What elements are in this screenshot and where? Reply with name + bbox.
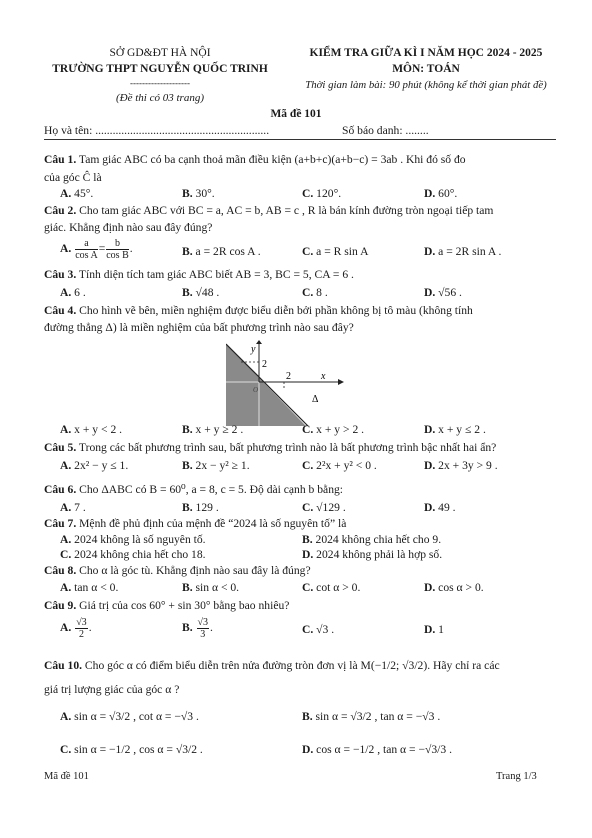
- question-2: Câu 2. Cho tam giác ABC với BC = a, AC = b, AB = c , R là bán kính đường tròn ngoại tiếp tam: [44, 204, 494, 217]
- page-count-note: (Đề thi có 03 trang): [116, 92, 204, 104]
- q4-option-a: A. x + y < 2 .: [60, 423, 123, 436]
- exam-code: Mã đề 101: [270, 108, 322, 120]
- q8-option-b: B. sin α < 0.: [182, 581, 240, 594]
- q3-option-a: A. 6 .: [60, 286, 86, 299]
- q8-option-c: C. cot α > 0.: [302, 581, 361, 594]
- q4-option-b: B. x + y ≥ 2 .: [182, 423, 244, 436]
- q7-option-b: B. 2024 không chia hết cho 9.: [302, 533, 442, 546]
- q5-option-a: A. 2x² − y ≤ 1.: [60, 459, 129, 472]
- exam-title: KIỂM TRA GIỮA KÌ I NĂM HỌC 2024 - 2025: [309, 47, 543, 59]
- solution-region-figure: [226, 340, 346, 426]
- q10-option-c: C. sin α = −1/2 , cos α = √3/2 .: [60, 743, 203, 756]
- question-6: Câu 6. Cho ΔABC có B = 60⁰, a = 8, c = 5. Độ dài cạnh b bằng:: [44, 483, 344, 496]
- question-4: Câu 4. Cho hình vẽ bên, miền nghiệm được biểu diễn bởi phần không bị tô màu (không tính: [44, 304, 473, 317]
- question-1: Câu 1. Tam giác ABC có ba cạnh thoả mãn điều kiện (a+b+c)(a+b−c) = 3ab . Khi đó số đo: [44, 153, 466, 166]
- q10-option-b: B. sin α = √3/2 , tan α = −√3 .: [302, 710, 441, 723]
- question-9: Câu 9. Giá trị của cos 60° + sin 30° bằng bao nhiêu?: [44, 599, 290, 612]
- q6-option-c: C. √129 .: [302, 501, 346, 514]
- time-note: Thời gian làm bài: 90 phút (không kể thời gian phát đề): [305, 79, 547, 91]
- delta-label: Δ: [312, 394, 319, 405]
- x-tick-label: 2: [286, 371, 291, 382]
- q1-option-a: A. 45°.: [60, 187, 94, 200]
- q1-option-c: C. 120°.: [302, 187, 342, 200]
- q9-option-a: A. $\frac{√3}{2}$ .: [60, 617, 92, 640]
- q9-option-c: C. √3 .: [302, 623, 335, 636]
- q4-option-d: D. x + y ≤ 2 .: [424, 423, 486, 436]
- question-1-cont: của góc Ĉ là: [44, 171, 102, 184]
- q2-option-a: A. $\frac{a}{\text{cos A}}$ = $\frac{b}{\text{cos B}}$ .: [60, 238, 133, 261]
- q3-option-c: C. 8 .: [302, 286, 328, 299]
- q2-option-d: D. a = 2R sin A .: [424, 245, 502, 258]
- q6-option-b: B. 129 .: [182, 501, 219, 514]
- q9-option-d: D. 1: [424, 623, 444, 636]
- q1-option-b: B. 30°.: [182, 187, 215, 200]
- q8-option-a: A. tan α < 0.: [60, 581, 119, 594]
- q7-option-a: A. 2024 không là số nguyên tố.: [60, 533, 206, 546]
- q2-option-b: B. a = 2R cos A .: [182, 245, 261, 258]
- question-5: Câu 5. Trong các bất phương trình sau, bất phương trình nào là bất phương trình bậc nhất hai ẩn?: [44, 441, 497, 454]
- dept-name: SỞ GD&ĐT HÀ NỘI: [109, 47, 211, 59]
- q7-option-c: C. 2024 không chia hết cho 18.: [60, 548, 206, 561]
- q2-option-c: C. a = R sin A: [302, 245, 369, 258]
- q10-option-a: A. sin α = √3/2 , cot α = −√3 .: [60, 710, 199, 723]
- q5-option-c: C. 2²x + y² < 0 .: [302, 459, 377, 472]
- origin-label: O: [253, 386, 259, 394]
- question-4-cont: đường thẳng Δ) là miền nghiệm của bất phương trình nào sau đây?: [44, 321, 354, 334]
- question-10: Câu 10. Cho góc α có điểm biểu diễn trên nửa đường tròn đơn vị là M(−1/2; √3/2). Hãy chỉ ra các: [44, 659, 500, 672]
- y-axis-arrow: [256, 340, 262, 344]
- y-axis-label: y: [251, 344, 256, 355]
- footer-exam-code: Mã đề 101: [44, 771, 89, 782]
- y-tick-label: 2: [262, 359, 267, 370]
- q8-option-d: D. cos α > 0.: [424, 581, 484, 594]
- question-3: Câu 3. Tính diện tích tam giác ABC biết AB = 3, BC = 5, CA = 6 .: [44, 268, 354, 281]
- q7-option-d: D. 2024 không phải là hợp số.: [302, 548, 443, 561]
- q1-option-d: D. 60°.: [424, 187, 458, 200]
- question-10-cont: giá trị lượng giác của góc α ?: [44, 683, 180, 696]
- school-name: TRƯỜNG THPT NGUYỄN QUỐC TRINH: [52, 63, 268, 75]
- q3-option-b: B. √48 .: [182, 286, 220, 299]
- q10-option-d: D. cos α = −1/2 , tan α = −√3/3 .: [302, 743, 452, 756]
- q3-option-d: D. √56 .: [424, 286, 462, 299]
- q4-option-c: C. x + y > 2 .: [302, 423, 365, 436]
- subject: MÔN: TOÁN: [392, 63, 460, 75]
- question-7: Câu 7. Mệnh đề phủ định của mệnh đề “2024 là số nguyên tố” là: [44, 517, 347, 530]
- q6-option-a: A. 7 .: [60, 501, 86, 514]
- x-axis-label: x: [321, 371, 326, 382]
- q6-option-d: D. 49 .: [424, 501, 456, 514]
- q5-option-d: D. 2x + 3y > 9 .: [424, 459, 498, 472]
- q5-option-b: B. 2x − y² ≥ 1.: [182, 459, 250, 472]
- header-rule: [44, 139, 556, 140]
- question-8: Câu 8. Cho α là góc tù. Khẳng định nào sau đây là đúng?: [44, 564, 311, 577]
- header-divider: --------------------: [130, 78, 190, 88]
- question-2-cont: giác. Khẳng định nào sau đây đúng?: [44, 221, 213, 234]
- q9-option-b: B. $\frac{√3}{3}$ .: [182, 617, 213, 640]
- student-name-field: Họ và tên: ............................................................: [44, 124, 270, 137]
- footer-page-number: Trang 1/3: [496, 771, 537, 782]
- x-axis-arrow: [338, 379, 344, 385]
- student-id-field: Số báo danh: ........: [342, 124, 429, 137]
